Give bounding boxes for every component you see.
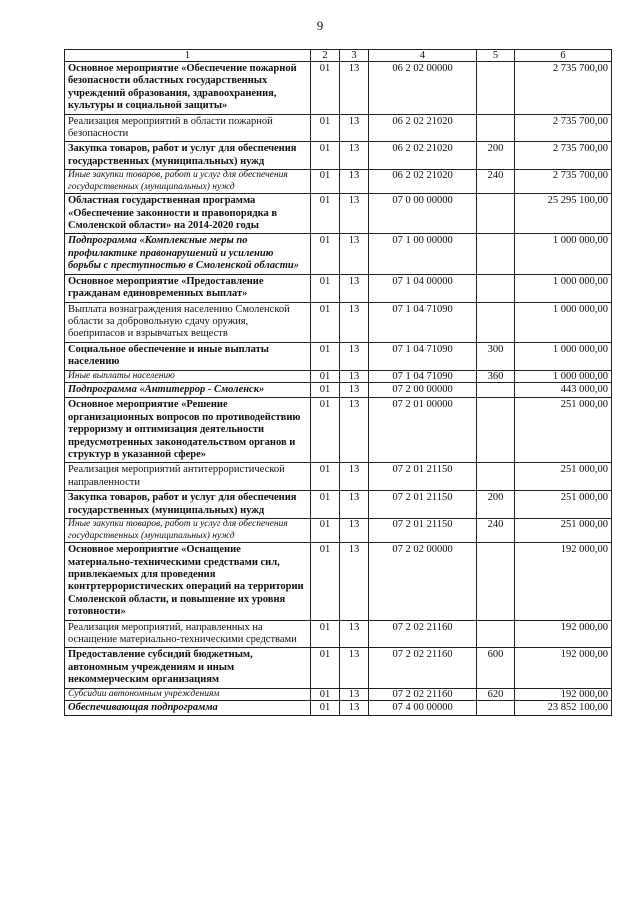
row-subsection: 13 — [340, 463, 369, 491]
row-amount: 192 000,00 — [515, 648, 612, 688]
row-amount: 251 000,00 — [515, 519, 612, 543]
row-expense-type — [477, 543, 515, 620]
table-row — [65, 463, 612, 491]
table-row — [65, 620, 612, 648]
table-row — [65, 688, 612, 701]
table-row — [65, 194, 612, 234]
row-expense-type — [477, 701, 515, 716]
row-name: Основное мероприятие «Предоставление гражданам единовременных выплат» — [65, 274, 311, 302]
row-target-code: 07 2 02 21160 — [369, 688, 477, 701]
row-name: Социальное обеспечение и иные выплаты населению — [65, 342, 311, 370]
table-row — [65, 398, 612, 463]
row-name: Закупка товаров, работ и услуг для обеспечения государственных (муниципальных) нужд — [65, 142, 311, 170]
header-col-5: 5 — [477, 50, 515, 62]
row-amount: 2 735 700,00 — [515, 142, 612, 170]
row-expense-type: 200 — [477, 142, 515, 170]
header-col-1: 1 — [65, 50, 311, 62]
row-section: 01 — [311, 491, 340, 519]
row-subsection: 13 — [340, 114, 369, 142]
row-subsection: 13 — [340, 519, 369, 543]
row-expense-type — [477, 398, 515, 463]
row-name: Подпрограмма «Комплексные меры по профилактике правонарушений и усилению борьбы с преступностью в Смоленской области» — [65, 234, 311, 274]
row-expense-type: 240 — [477, 519, 515, 543]
header-col-6: 6 — [515, 50, 612, 62]
row-amount: 1 000 000,00 — [515, 274, 612, 302]
row-amount: 1 000 000,00 — [515, 342, 612, 370]
row-target-code: 07 1 00 00000 — [369, 234, 477, 274]
row-section: 01 — [311, 383, 340, 398]
row-amount: 192 000,00 — [515, 543, 612, 620]
table-row — [65, 519, 612, 543]
table-row — [65, 274, 612, 302]
row-amount: 251 000,00 — [515, 491, 612, 519]
table-row — [65, 370, 612, 383]
row-target-code: 07 2 02 21160 — [369, 648, 477, 688]
row-name: Субсидии автономным учреждениям — [65, 688, 311, 701]
row-section: 01 — [311, 620, 340, 648]
row-subsection: 13 — [340, 543, 369, 620]
row-amount: 1 000 000,00 — [515, 234, 612, 274]
row-expense-type: 600 — [477, 648, 515, 688]
row-subsection: 13 — [340, 274, 369, 302]
row-expense-type — [477, 274, 515, 302]
row-target-code: 06 2 02 21020 — [369, 142, 477, 170]
row-section: 01 — [311, 142, 340, 170]
table-row — [65, 62, 612, 115]
row-subsection: 13 — [340, 170, 369, 194]
row-amount: 192 000,00 — [515, 620, 612, 648]
row-section: 01 — [311, 543, 340, 620]
header-col-4: 4 — [369, 50, 477, 62]
row-target-code: 07 1 04 71090 — [369, 302, 477, 342]
row-section: 01 — [311, 398, 340, 463]
row-expense-type: 240 — [477, 170, 515, 194]
table-row — [65, 701, 612, 716]
row-target-code: 07 0 00 00000 — [369, 194, 477, 234]
row-section: 01 — [311, 274, 340, 302]
row-target-code: 07 2 02 21160 — [369, 620, 477, 648]
row-expense-type — [477, 383, 515, 398]
table-header-row — [65, 50, 612, 62]
table-row — [65, 491, 612, 519]
row-target-code: 06 2 02 21020 — [369, 170, 477, 194]
row-section: 01 — [311, 234, 340, 274]
row-subsection: 13 — [340, 491, 369, 519]
table-row — [65, 383, 612, 398]
row-subsection: 13 — [340, 62, 369, 115]
row-amount: 1 000 000,00 — [515, 302, 612, 342]
row-name: Реализация мероприятий, направленных на оснащение материально-техническими средствами — [65, 620, 311, 648]
row-section: 01 — [311, 701, 340, 716]
row-target-code: 06 2 02 21020 — [369, 114, 477, 142]
row-expense-type — [477, 114, 515, 142]
row-target-code: 07 2 02 00000 — [369, 543, 477, 620]
row-name: Предоставление субсидий бюджетным, автономным учреждениям и иным некоммерческим организациям — [65, 648, 311, 688]
row-name: Основное мероприятие «Оснащение материально-техническими средствами сил, привлекаемых для проведения контртеррористических операций на территории Смоленской области, и повышение их уровня готовности» — [65, 543, 311, 620]
row-expense-type — [477, 234, 515, 274]
row-subsection: 13 — [340, 370, 369, 383]
row-section: 01 — [311, 114, 340, 142]
row-name: Реализация мероприятий антитеррористической направленности — [65, 463, 311, 491]
row-name: Выплата вознаграждения населению Смоленской области за добровольную сдачу оружия, боеприпасов и взрывчатых веществ — [65, 302, 311, 342]
table-row — [65, 342, 612, 370]
row-expense-type — [477, 62, 515, 115]
table-row — [65, 170, 612, 194]
row-name: Реализация мероприятий в области пожарной безопасности — [65, 114, 311, 142]
row-name: Закупка товаров, работ и услуг для обеспечения государственных (муниципальных) нужд — [65, 491, 311, 519]
row-target-code: 07 2 01 21150 — [369, 463, 477, 491]
row-expense-type: 620 — [477, 688, 515, 701]
row-target-code: 07 1 04 71090 — [369, 370, 477, 383]
row-section: 01 — [311, 62, 340, 115]
row-section: 01 — [311, 370, 340, 383]
row-target-code: 07 1 04 00000 — [369, 274, 477, 302]
row-subsection: 13 — [340, 701, 369, 716]
header-col-2: 2 — [311, 50, 340, 62]
row-name: Иные выплаты населению — [65, 370, 311, 383]
row-amount: 2 735 700,00 — [515, 62, 612, 115]
table-row — [65, 142, 612, 170]
header-col-3: 3 — [340, 50, 369, 62]
row-name: Подпрограмма «Антитеррор - Смоленск» — [65, 383, 311, 398]
row-section: 01 — [311, 302, 340, 342]
row-section: 01 — [311, 170, 340, 194]
row-target-code: 07 4 00 00000 — [369, 701, 477, 716]
row-amount: 1 000 000,00 — [515, 370, 612, 383]
row-target-code: 06 2 02 00000 — [369, 62, 477, 115]
row-subsection: 13 — [340, 398, 369, 463]
row-section: 01 — [311, 194, 340, 234]
row-subsection: 13 — [340, 194, 369, 234]
row-amount: 23 852 100,00 — [515, 701, 612, 716]
row-expense-type — [477, 620, 515, 648]
page-number: 9 — [316, 18, 324, 33]
row-target-code: 07 2 01 21150 — [369, 491, 477, 519]
row-expense-type — [477, 194, 515, 234]
row-expense-type: 300 — [477, 342, 515, 370]
row-expense-type: 200 — [477, 491, 515, 519]
row-section: 01 — [311, 688, 340, 701]
row-expense-type — [477, 302, 515, 342]
row-amount: 443 000,00 — [515, 383, 612, 398]
table-row — [65, 114, 612, 142]
row-amount: 192 000,00 — [515, 688, 612, 701]
row-subsection: 13 — [340, 234, 369, 274]
row-expense-type: 360 — [477, 370, 515, 383]
row-name: Основное мероприятие «Обеспечение пожарной безопасности областных государственных учреждений образования, здравоохранения, культуры и социальной защиты» — [65, 62, 311, 115]
row-target-code: 07 2 00 00000 — [369, 383, 477, 398]
table-row — [65, 543, 612, 620]
table-row — [65, 234, 612, 274]
row-target-code: 07 2 01 21150 — [369, 519, 477, 543]
row-section: 01 — [311, 648, 340, 688]
row-name: Иные закупки товаров, работ и услуг для обеспечения государственных (муниципальных) нужд — [65, 519, 311, 543]
row-target-code: 07 2 01 00000 — [369, 398, 477, 463]
row-amount: 2 735 700,00 — [515, 170, 612, 194]
budget-table — [64, 49, 612, 716]
row-name: Иные закупки товаров, работ и услуг для обеспечения государственных (муниципальных) нужд — [65, 170, 311, 194]
row-subsection: 13 — [340, 302, 369, 342]
row-target-code: 07 1 04 71090 — [369, 342, 477, 370]
row-subsection: 13 — [340, 648, 369, 688]
row-amount: 251 000,00 — [515, 398, 612, 463]
table-row — [65, 648, 612, 688]
row-name: Обеспечивающая подпрограмма — [65, 701, 311, 716]
row-section: 01 — [311, 463, 340, 491]
row-section: 01 — [311, 342, 340, 370]
row-subsection: 13 — [340, 620, 369, 648]
row-amount: 251 000,00 — [515, 463, 612, 491]
row-expense-type — [477, 463, 515, 491]
row-amount: 25 295 100,00 — [515, 194, 612, 234]
row-section: 01 — [311, 519, 340, 543]
row-amount: 2 735 700,00 — [515, 114, 612, 142]
table-row — [65, 302, 612, 342]
row-subsection: 13 — [340, 383, 369, 398]
row-name: Областная государственная программа «Обеспечение законности и правопорядка в Смоленской области» на 2014-2020 годы — [65, 194, 311, 234]
row-subsection: 13 — [340, 688, 369, 701]
row-subsection: 13 — [340, 142, 369, 170]
row-name: Основное мероприятие «Решение организационных вопросов по противодействию терроризму и оптимизация деятельности предусмотренных законодательством органов и структур в указанной сфере» — [65, 398, 311, 463]
row-subsection: 13 — [340, 342, 369, 370]
